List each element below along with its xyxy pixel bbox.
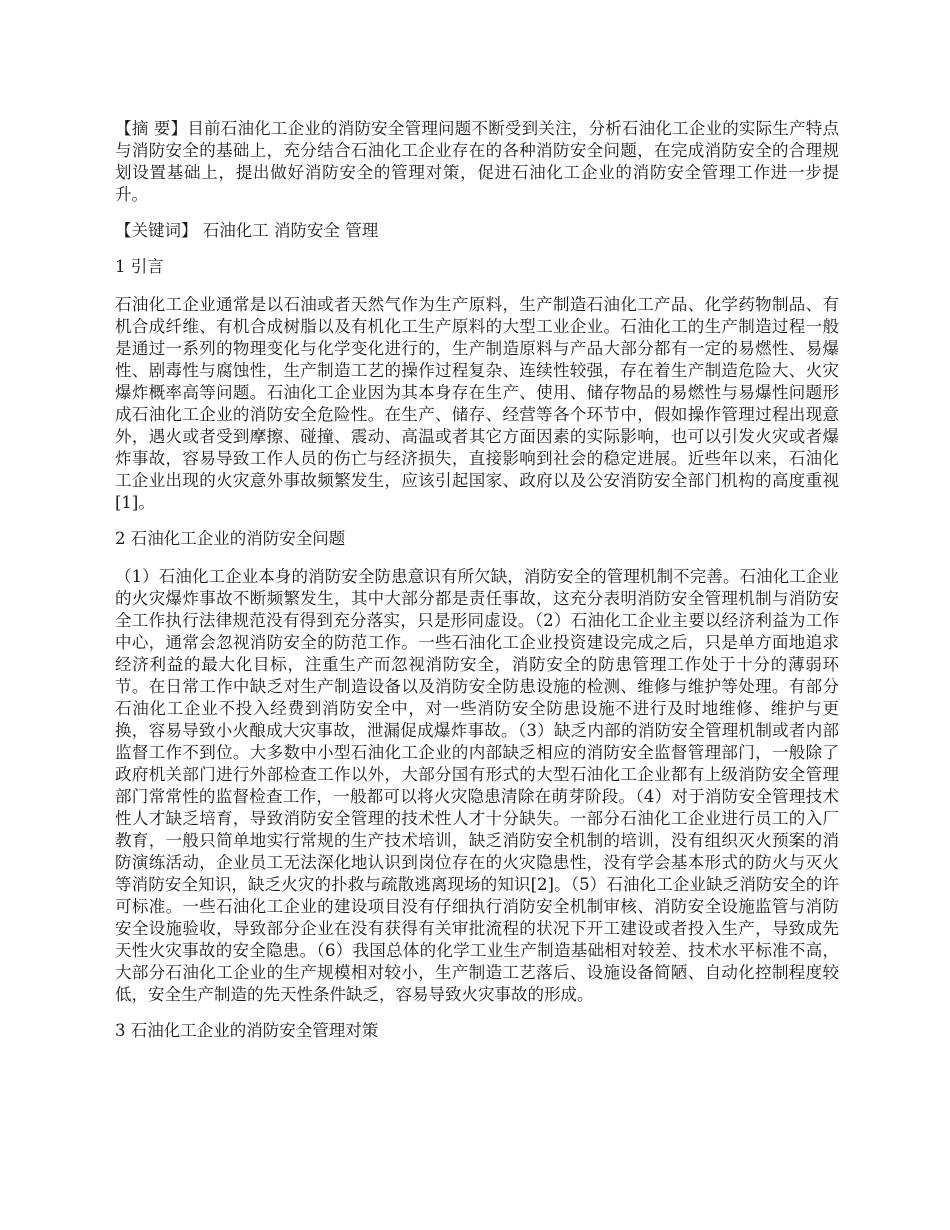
section-1-heading: 1 引言 [115,257,164,276]
article-body [115,118,839,1058]
keywords-paragraph: 【关键词】 石油化工 消防安全 管理 [115,221,379,240]
section-3-heading: 3 石油化工企业的消防安全管理对策 [115,1021,379,1040]
abstract-paragraph: 【摘 要】目前石油化工企业的消防安全管理问题不断受到关注，分析石油化工企业的实际生产特点与消防安全的基础上，充分结合石油化工企业存在的各种消防安全问题，在完成消防安全的合理规划设置基础上，提出做好消防安全的管理对策，促进石油化工企业的消防安全管理工作进一步提升。 [115,119,839,204]
section-1-paragraph: 石油化工企业通常是以石油或者天然气作为生产原料，生产制造石油化工产品、化学药物制品、有机合成纤维、有机合成树脂以及有机化工生产原料的大型工业企业。石油化工的生产制造过程一般是通过一系列的物理变化与化学变化进行的，生产制造原料与产品大部分都有一定的易燃性、易爆性、剧毒性与腐蚀性，生产制造工艺的操作过程复杂、连续性较强，存在着生产制造危险大、火灾爆炸概率高等问题。石油化工企业因为其本身存在生产、使用、储存物品的易燃性与易爆性问题形成石油化工企业的消防安全危险性。在生产、储存、经营等各个环节中，假如操作管理过程出现意外，遇火或者受到摩擦、碰撞、震动、高温或者其它方面因素的实际影响，也可以引发火灾或者爆炸事故，容易导致工作人员的伤亡与经济损失，直接影响到社会的稳定进展。近些年以来，石油化工企业出现的火灾意外事故频繁发生，应该引起国家、政府以及公安消防安全部门机构的高度重视[1]。 [115,295,839,512]
section-2-paragraph: （1）石油化工企业本身的消防安全防患意识有所欠缺，消防安全的管理机制不完善。石油化工企业的火灾爆炸事故不断频繁发生，其中大部分都是责任事故，这充分表明消防安全管理机制与消防安全工作执行法律规范没有得到充分落实，只是形同虚设。（2）石油化工企业主要以经济利益为工作中心，通常会忽视消防安全的防范工作。一些石油化工企业投资建设完成之后，只是单方面地追求经济利益的最大化目标，注重生产而忽视消防安全，消防安全的防患管理工作处于十分的薄弱环节。在日常工作中缺乏对生产制造设备以及消防安全防患设施的检测、维修与维护等处理。有部分石油化工企业不投入经费到消防安全中，对一些消防安全防患设施不进行及时地维修、维护与更换，容易导致小火酿成大灾事故，泄漏促成爆炸事故。（3）缺乏内部的消防安全管理机制或者内部监督工作不到位。大多数中小型石油化工企业的内部缺乏相应的消防安全监督管理部门，一般除了政府机关部门进行外部检查工作以外，大部分国有形式的大型石油化工企业都有上级消防安全管理部门常常性的监督检查工作，一般都可以将火灾隐患清除在萌芽阶段。（4）对于消防安全管理技术性人才缺乏培育，导致消防安全管理的技术性人才十分缺失。一部分石油化工企业进行员工的入厂教育，一般只简单地实行常规的生产技术培训，缺乏消防安全机制的培训，没有组织灭火预案的消防演练活动，企业员工无法深化地认识到岗位存在的火灾隐患性，没有学会基本形式的防火与灭火等消防安全知识，缺乏火灾的扑救与疏散逃离现场的知识[2]。（5）石油化工企业缺乏消防安全的许可标准。一些石油化工企业的建设项目没有仔细执行消防安全机制审核、消防安全设施监管与消防安全设施验收，导致部分企业在没有获得有关审批流程的状况下开工建设或者投入生产，导致成先天性火灾事故的安全隐患。（6）我国总体的化学工业生产制造基础相对较差、技术水平标准不高，大部分石油化工企业的生产规模相对较小，生产制造工艺落后、设施设备简陋、自动化控制程度较低，安全生产制造的先天性条件缺乏，容易导致火灾事故的形成。 [115,567,839,1004]
section-2-heading: 2 石油化工企业的消防安全问题 [115,529,346,548]
